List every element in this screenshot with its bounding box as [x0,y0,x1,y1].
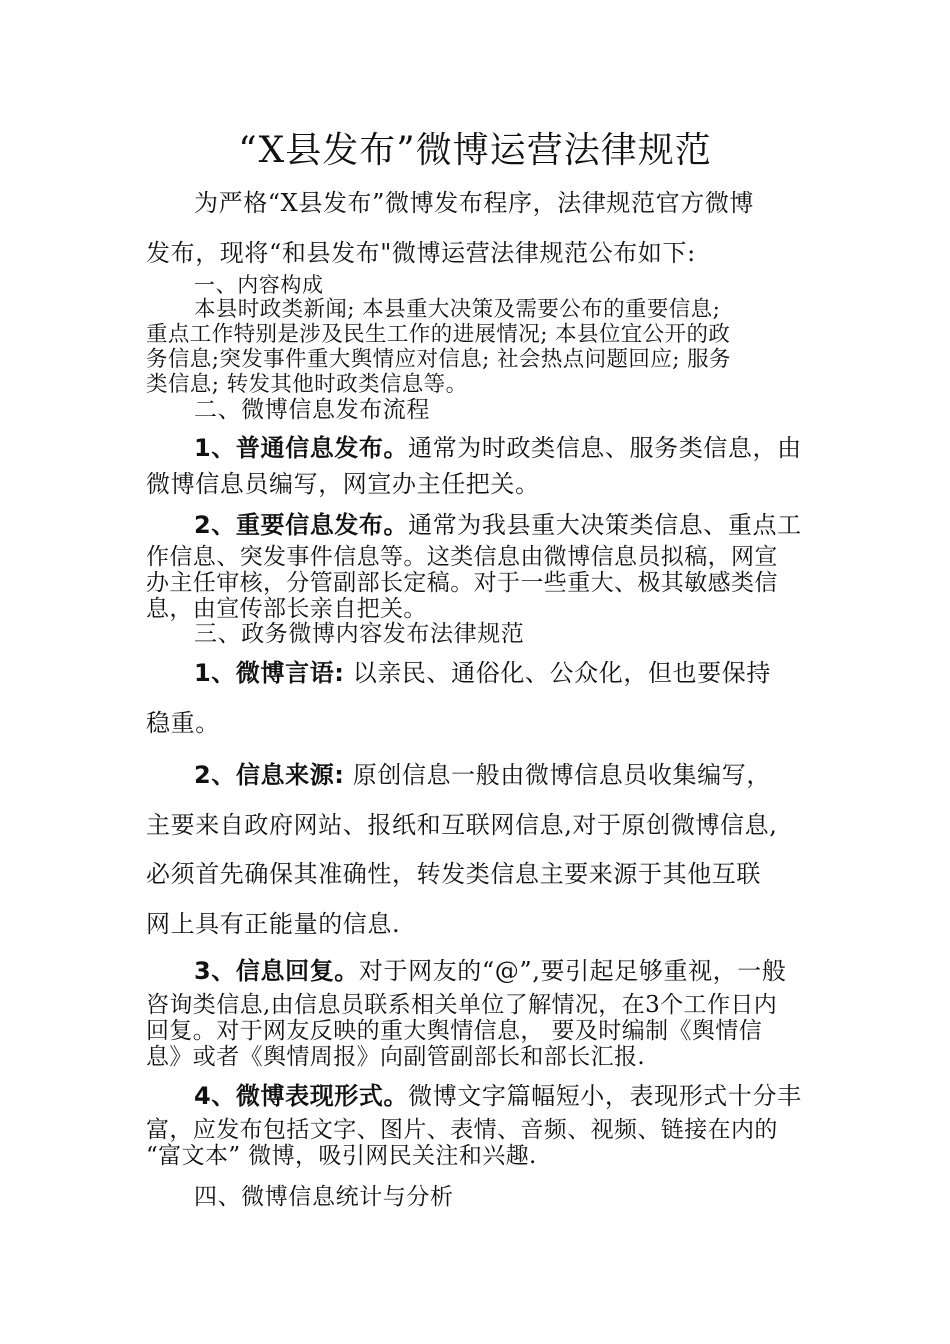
section-2-item-2-label: 2、重要信息发布。 [194,511,409,539]
section-3-item-2-line-3: 必须首先确保其准确性，转发类信息主要来源于其他互联 [146,860,761,888]
section-1-line-1: 本县时政类新闻; 本县重大决策及需要公布的重要信息; [194,297,721,322]
section-3-item-3-line-2: 咨询类信息,由信息员联系相关单位了解情况，在3个工作日内 [146,992,778,1018]
section-2-heading: 二、微博信息发布流程 [194,397,430,423]
section-3-item-2-line-2: 主要来自政府网站、报纸和互联网信息,对于原创微博信息, [146,811,778,839]
section-2-item-2-first-line [194,507,858,543]
section-3-item-4-label: 4、微博表现形式。 [194,1082,409,1110]
section-2-item-1-label: 1、普通信息发布。 [194,434,409,462]
section-1-line-4: 类信息; 转发其他时政类信息等。 [146,372,468,397]
section-3-item-4-first-line [194,1078,858,1114]
section-3-item-3-first-line [194,953,858,989]
section-4-heading: 四、微博信息统计与分析 [194,1184,454,1210]
section-1-line-3: 务信息;突发事件重大舆情应对信息; 社会热点问题回应; 服务 [146,347,731,372]
section-3-item-3-text: 对于网友的“@”,要引起足够重视，一般 [358,957,787,985]
section-2-item-2-text: 通常为我县重大决策类信息、重点工 [408,511,802,539]
section-3-item-2-label: 2、信息来源: [194,761,345,789]
section-2-item-1-first-line [194,430,858,466]
section-3-item-3-line-4: 息》或者《舆情周报》向副管副部长和部长汇报. [146,1044,646,1070]
section-3-item-1-line-2: 稳重。 [146,709,220,737]
section-3-heading: 三、政务微博内容发布法律规范 [194,621,525,647]
page-title: “X县发布”微博运营法律规范 [238,130,712,171]
section-1-heading: 一、内容构成 [194,273,324,297]
section-3-item-1-label: 1、微博言语: [194,659,345,687]
section-2-item-1-line-2: 微博信息员编写，网宣办主任把关。 [146,470,540,498]
section-3-item-1-text: 以亲民、通俗化、公众化，但也要保持 [344,659,771,687]
section-3-item-3-line-3: 回复。对于网友反映的重大舆情信息， 要及时编制《舆情信 [146,1018,763,1044]
section-3-item-4-text: 微博文字篇幅短小，表现形式十分丰 [408,1082,802,1110]
section-3-item-3-label: 3、信息回复。 [194,957,359,985]
section-3-item-2-line-4: 网上具有正能量的信息. [146,910,401,938]
section-2-item-2-line-2: 作信息、突发事件信息等。这类信息由微博信息员拟稿，网宣 [146,544,778,570]
section-2-item-2-line-4: 息，由宣传部长亲自把关。 [146,596,427,622]
section-1-line-2: 重点工作特别是涉及民生工作的进展情况; 本县位宜公开的政 [146,322,731,347]
section-2-item-1-text: 通常为时政类信息、服务类信息，由 [408,434,802,462]
section-3-item-2-first-line [194,747,858,803]
section-2-item-2-line-3: 办主任审核，分管副部长定稿。对于一些重大、极其敏感类信 [146,570,778,596]
section-3-item-2-text: 原创信息一般由微博信息员收集编写， [344,761,771,789]
section-3-item-4-line-2: 富，应发布包括文字、图片、表情、音频、视频、链接在内的 [146,1117,778,1143]
intro-line-2: 发布，现将“和县发布"微博运营法律规范公布如下: [146,239,696,267]
section-3-item-1-first-line [194,645,858,701]
section-3-item-4-line-3: “富文本” 微博，吸引网民关注和兴趣. [146,1143,537,1169]
intro-line-1: 为严格“X县发布”微博发布程序，法律规范官方微博 [194,189,755,217]
